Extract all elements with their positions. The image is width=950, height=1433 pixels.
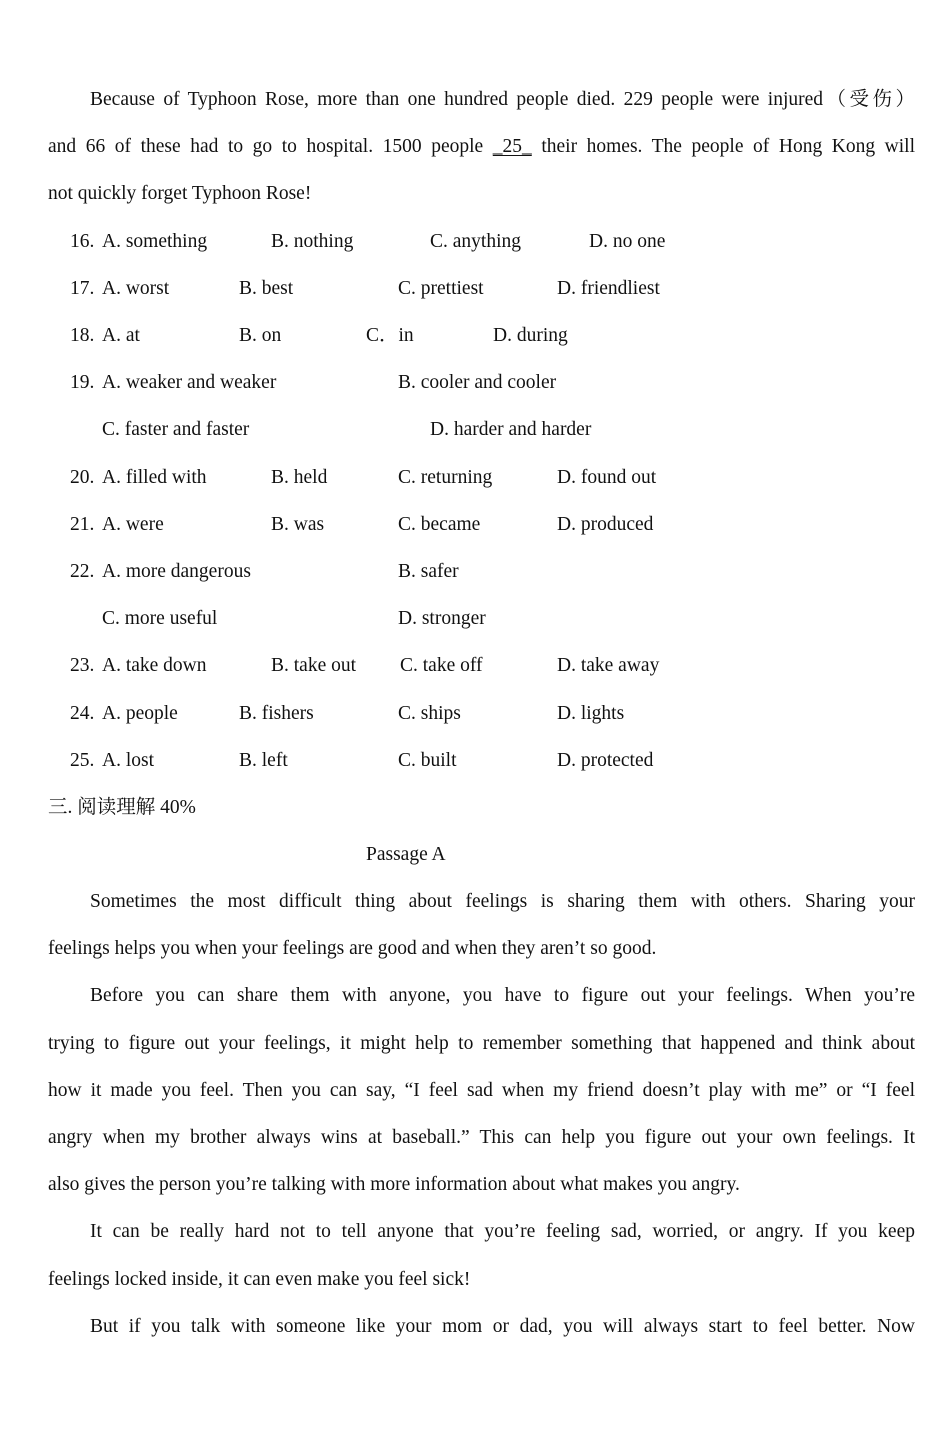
option-b: B. best bbox=[239, 278, 294, 299]
paragraph-line: trying to figure out your feelings, it might help to remember something that happened and think about bbox=[48, 1033, 915, 1054]
option-a: A. more dangerous bbox=[102, 561, 251, 582]
option-c: C．in bbox=[366, 325, 414, 346]
option-d: D. protected bbox=[557, 750, 654, 771]
question-number: 23. bbox=[70, 655, 95, 676]
option-d: D. friendliest bbox=[557, 278, 660, 299]
paragraph-line: feelings helps you when your feelings are good and when they aren’t so good. bbox=[48, 938, 657, 959]
question-number: 18. bbox=[70, 325, 95, 346]
option-c: C. ships bbox=[398, 703, 461, 724]
option-b: B. take out bbox=[271, 655, 357, 676]
option-c: C. prettiest bbox=[398, 278, 484, 299]
option-d: D. produced bbox=[557, 514, 654, 535]
option-b: B. was bbox=[271, 514, 325, 535]
question-number: 19. bbox=[70, 372, 95, 393]
passage-line: not quickly forget Typhoon Rose! bbox=[48, 183, 312, 204]
option-c: C. became bbox=[398, 514, 481, 535]
option-b: B. nothing bbox=[271, 231, 354, 252]
option-d: D. take away bbox=[557, 655, 660, 676]
option-a: A. people bbox=[102, 703, 178, 724]
paragraph-line: angry when my brother always wins at baseball.” This can help you figure out your own feelings. It bbox=[48, 1127, 915, 1148]
passage-line: Because of Typhoon Rose, more than one hundred people died. 229 people were injured（受伤） bbox=[90, 89, 915, 110]
passage-line bbox=[48, 135, 915, 159]
option-b: B. fishers bbox=[239, 703, 314, 724]
option-b: B. on bbox=[239, 325, 282, 346]
option-b: B. cooler and cooler bbox=[398, 372, 557, 393]
option-a: A. were bbox=[102, 514, 164, 535]
option-a: A. at bbox=[102, 325, 140, 346]
option-b: B. safer bbox=[398, 561, 459, 582]
option-d: D. harder and harder bbox=[430, 419, 592, 440]
passage-text: and 66 of these had to go to hospital. 1500 people bbox=[48, 136, 493, 157]
option-d: D. no one bbox=[589, 231, 666, 252]
passage-title: Passage A bbox=[366, 844, 446, 865]
option-c: C. faster and faster bbox=[102, 419, 250, 440]
question-number: 24. bbox=[70, 703, 95, 724]
paragraph-line: Before you can share them with anyone, you have to figure out your feelings. When you’re bbox=[90, 985, 915, 1006]
option-a: A. worst bbox=[102, 278, 170, 299]
option-d: D. lights bbox=[557, 703, 625, 724]
passage-text: their homes. The people of Hong Kong will bbox=[531, 136, 915, 157]
option-a: A. lost bbox=[102, 750, 155, 771]
option-d: D. during bbox=[493, 325, 568, 346]
option-a: A. filled with bbox=[102, 467, 207, 488]
paragraph-line: Sometimes the most difficult thing about feelings is sharing them with others. Sharing your bbox=[90, 891, 915, 912]
option-a: A. something bbox=[102, 231, 208, 252]
option-c: C. more useful bbox=[102, 608, 218, 629]
option-b: B. left bbox=[239, 750, 288, 771]
paragraph-line: also gives the person you’re talking with more information about what makes you angry. bbox=[48, 1174, 740, 1195]
option-a: A. take down bbox=[102, 655, 207, 676]
option-a: A. weaker and weaker bbox=[102, 372, 277, 393]
option-b: B. held bbox=[271, 467, 328, 488]
paragraph-line: how it made you feel. Then you can say, “I feel sad when my friend doesn’t play with me” or “I feel bbox=[48, 1080, 915, 1101]
option-d: D. stronger bbox=[398, 608, 486, 629]
question-number: 20. bbox=[70, 467, 95, 488]
section-heading: 三. 阅读理解 40% bbox=[48, 797, 196, 818]
question-number: 22. bbox=[70, 561, 95, 582]
paragraph-line: feelings locked inside, it can even make you feel sick! bbox=[48, 1269, 471, 1290]
paragraph-line: But if you talk with someone like your mom or dad, you will always start to feel better. Now bbox=[90, 1316, 915, 1337]
paragraph-line: It can be really hard not to tell anyone that you’re feeling sad, worried, or angry. If you keep bbox=[90, 1221, 915, 1242]
question-number: 16. bbox=[70, 231, 95, 252]
question-number: 21. bbox=[70, 514, 95, 535]
question-number: 17. bbox=[70, 278, 95, 299]
option-c: C. take off bbox=[400, 655, 483, 676]
question-number: 25. bbox=[70, 750, 95, 771]
option-c: C. returning bbox=[398, 467, 493, 488]
option-c: C. anything bbox=[430, 231, 521, 252]
option-d: D. found out bbox=[557, 467, 657, 488]
blank-25: _25_ bbox=[492, 136, 532, 157]
option-c: C. built bbox=[398, 750, 457, 771]
